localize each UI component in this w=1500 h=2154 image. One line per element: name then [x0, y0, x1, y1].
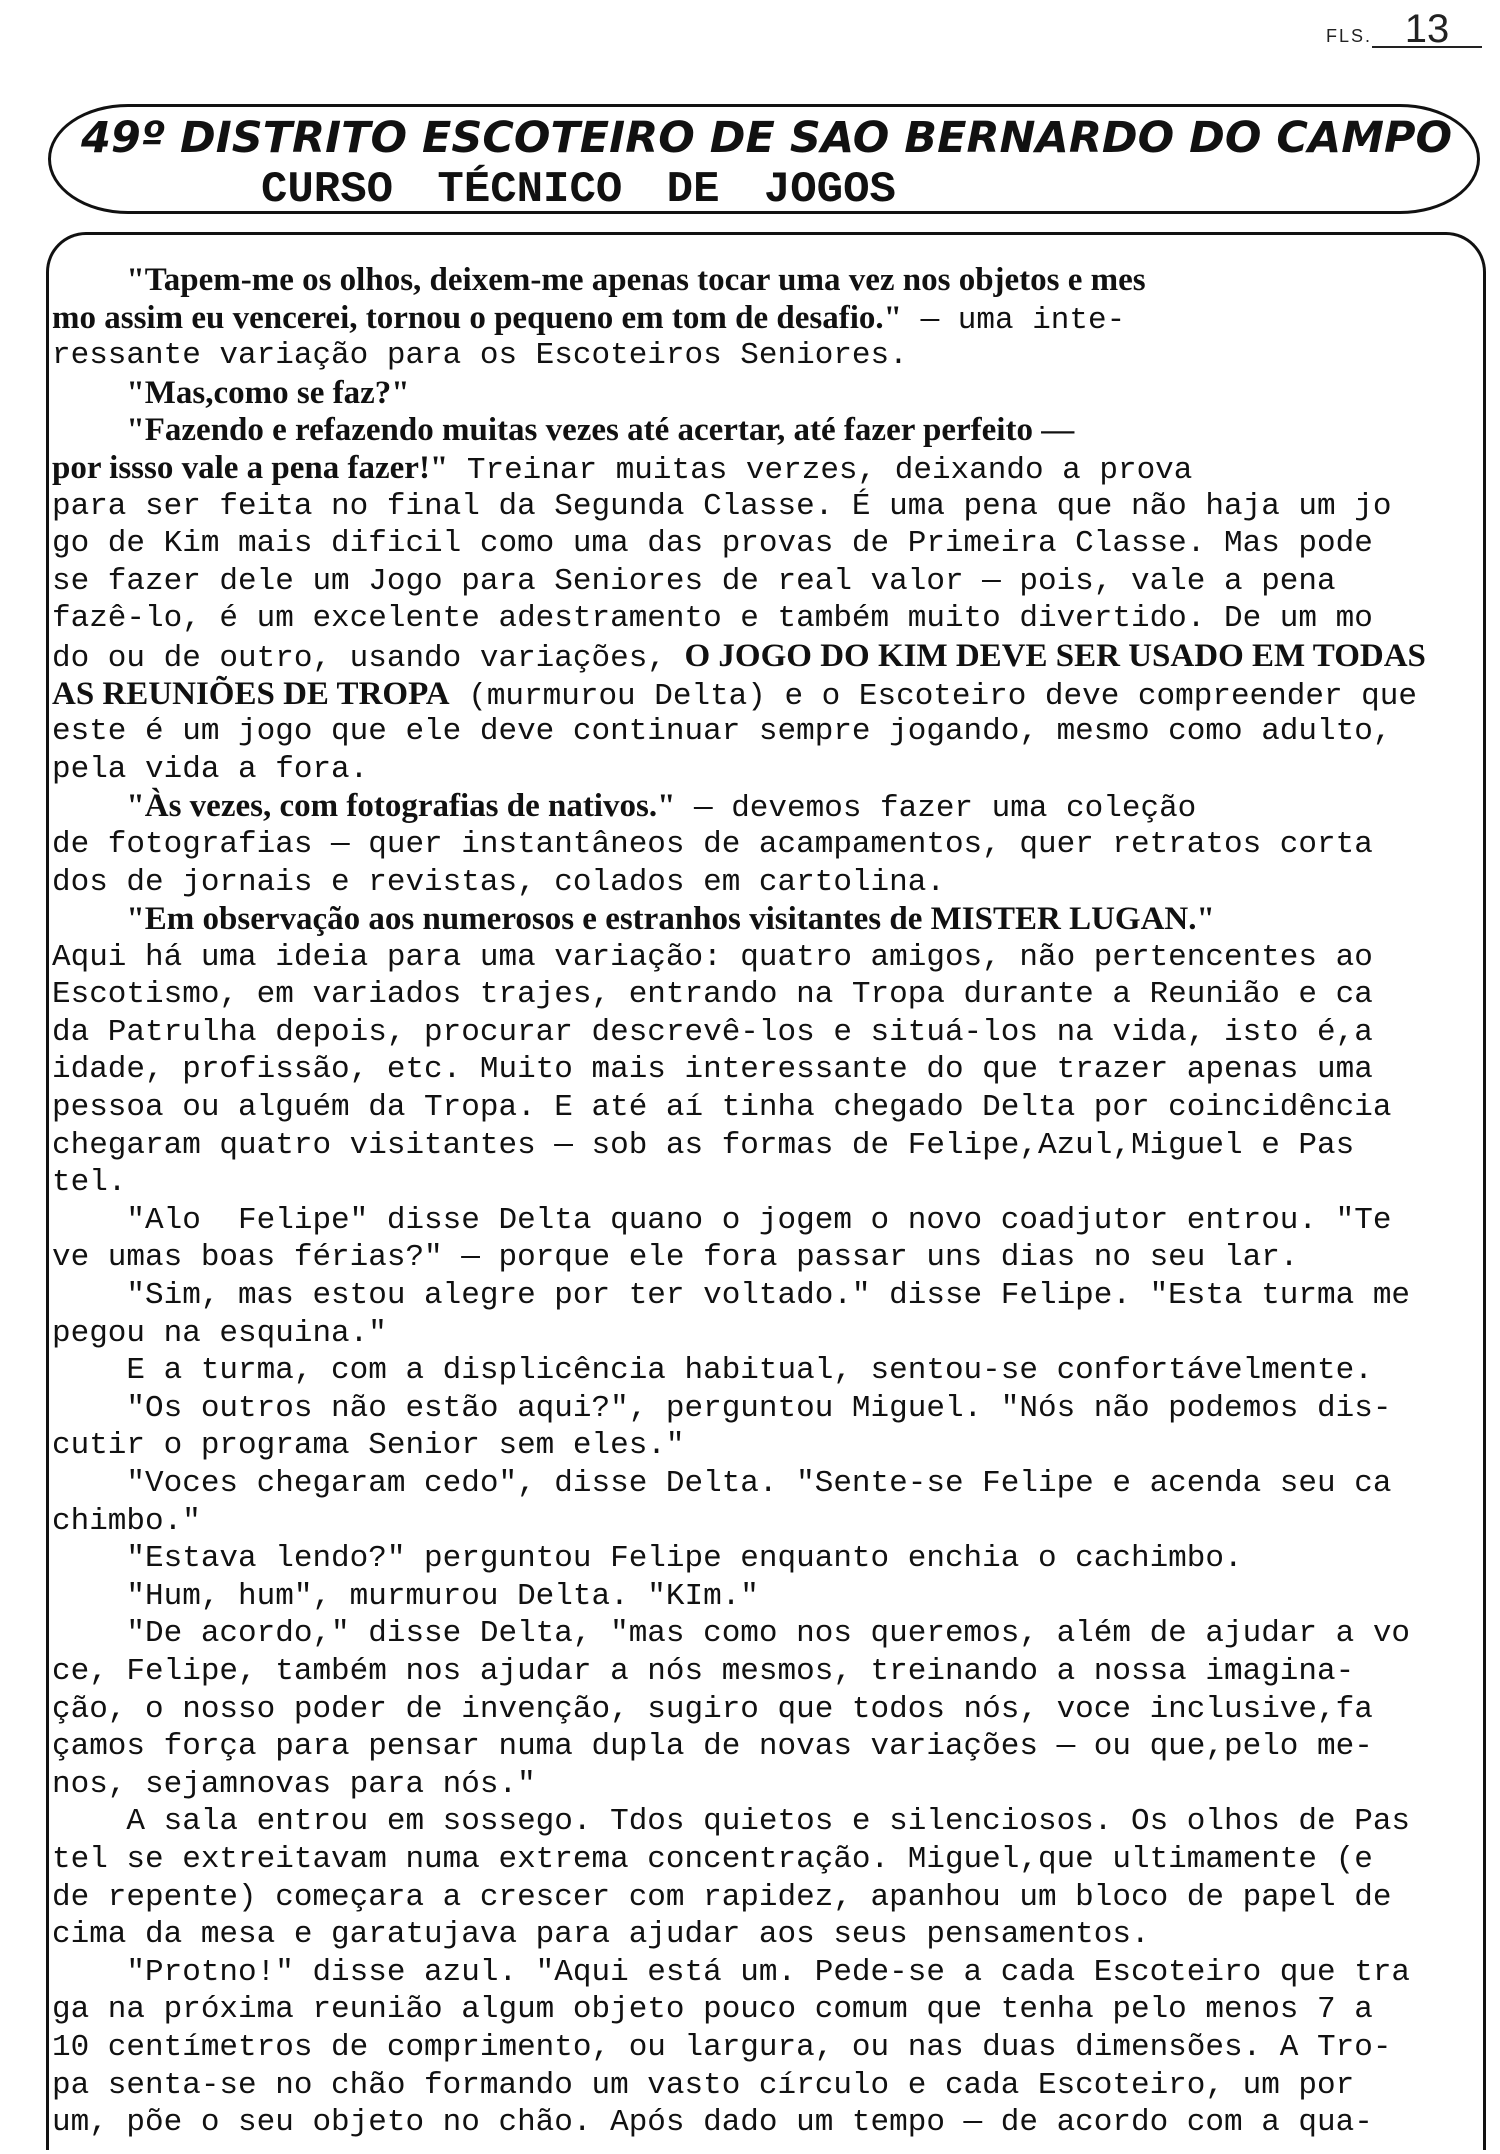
bold-text-segment: O JOGO DO KIM DEVE SER USADO EM TODAS — [684, 637, 1426, 674]
bold-text-segment: mo assim eu vencerei, tornou o pequeno em tom de desafio." — [52, 299, 902, 336]
text-line — [52, 713, 1482, 751]
text-segment: ção, o nosso poder de invenção, sugiro que todos nós, voce inclusive,fa — [52, 1691, 1373, 1727]
text-line — [52, 1089, 1482, 1127]
text-line — [52, 1991, 1482, 2029]
text-line — [52, 1352, 1482, 1390]
text-segment: idade, profissão, etc. Muito mais interessante do que trazer apenas uma — [52, 1052, 1373, 1088]
text-line — [52, 1916, 1482, 1954]
page-folio — [1325, 7, 1482, 51]
text-line — [52, 262, 1482, 300]
text-line — [52, 788, 1482, 826]
text-segment: E a turma, com a displicência habitual, sentou-se confortávelmente. — [52, 1353, 1373, 1389]
text-line — [52, 412, 1482, 450]
text-segment: tel. — [52, 1165, 127, 1201]
text-segment — [52, 415, 126, 450]
folio-number: 13 — [1372, 12, 1482, 48]
text-line — [52, 676, 1482, 714]
text-line — [52, 1390, 1482, 1428]
text-segment: fazê-lo, é um excelente adestramento e também muito divertido. De um mo — [52, 601, 1373, 637]
text-segment: para ser feita no final da Segunda Classe. É uma pena que não haja um jo — [52, 488, 1392, 524]
text-segment: "De acordo," disse Delta, "mas como nos queremos, além de ajudar a vo — [52, 1616, 1411, 1652]
text-segment: cutir o programa Senior sem eles." — [52, 1428, 685, 1464]
bold-text-segment: "Mas,como se faz?" — [126, 374, 410, 411]
text-line — [52, 1427, 1482, 1465]
text-line — [52, 1728, 1482, 1766]
text-segment: pela vida a fora. — [52, 751, 369, 787]
text-line — [52, 751, 1482, 789]
text-line — [52, 375, 1482, 413]
text-segment: — devemos fazer uma coleção — [675, 791, 1197, 827]
text-segment: um, põe o seu objeto no chão. Após dado um tempo — de acordo com a qua- — [52, 2105, 1373, 2141]
text-line — [52, 1540, 1482, 1578]
text-segment: çamos força para pensar numa dupla de novas variações — ou que,pelo me- — [52, 1729, 1373, 1765]
header-banner — [48, 104, 1480, 214]
text-segment: "Protno!" disse azul. "Aqui está um. Pede-se a cada Escoteiro que tra — [52, 1954, 1411, 1990]
text-segment: ve umas boas férias?" — porque ele fora passar uns dias no seu lar. — [52, 1240, 1299, 1276]
text-line — [52, 1954, 1482, 1992]
text-line — [52, 901, 1482, 939]
text-segment: "Sim, mas estou alegre por ter voltado." disse Felipe. "Esta turma me — [52, 1278, 1411, 1314]
text-segment: "Voces chegaram cedo", disse Delta. "Sente-se Felipe e acenda seu ca — [52, 1466, 1392, 1501]
text-segment: "Os outros não estão aqui?", perguntou Miguel. "Nós não podemos dis- — [52, 1390, 1392, 1426]
text-segment: tel se extreitavam numa extrema concentração. Miguel,que ultimamente (e — [52, 1841, 1373, 1877]
bold-text-segment: "Às vezes, com fotografias de nativos." — [126, 788, 676, 825]
text-line — [52, 1841, 1482, 1879]
text-segment: ga na próxima reunião algum objeto pouco comum que tenha pelo menos 7 a — [52, 1992, 1373, 2028]
course-title: CURSO TÉCNICO DE JOGOS — [261, 165, 896, 215]
text-line — [52, 1239, 1482, 1277]
text-line — [52, 1879, 1482, 1917]
text-line — [52, 1578, 1482, 1616]
text-segment: A sala entrou em sossego. Tdos quietos e silenciosos. Os olhos de Pas — [52, 1804, 1411, 1840]
text-line — [52, 826, 1482, 864]
text-line — [52, 1615, 1482, 1653]
bold-text-segment: "Fazendo e refazendo muitas vezes até acertar, até fazer perfeito — — [126, 412, 1075, 449]
text-segment: Aqui há uma ideia para uma variação: quatro amigos, não pertencentes ao — [52, 939, 1373, 975]
text-line — [52, 1653, 1482, 1691]
text-line — [52, 638, 1482, 676]
text-line — [52, 563, 1482, 601]
text-line — [52, 525, 1482, 563]
text-segment — [52, 265, 126, 300]
text-line — [52, 939, 1482, 977]
text-segment — [52, 378, 126, 413]
text-segment: — uma inte- — [901, 302, 1126, 338]
text-line — [52, 976, 1482, 1014]
text-segment: nos, sejamnovas para nós." — [52, 1766, 536, 1802]
text-segment: do ou de outro, usando variações, — [52, 640, 685, 676]
text-segment: chegaram quatro visitantes — sob as formas de Felipe,Azul,Miguel e Pas — [52, 1127, 1355, 1163]
text-segment: go de Kim mais dificil como uma das provas de Primeira Classe. Mas pode — [52, 526, 1373, 562]
body-text — [52, 262, 1482, 2142]
text-segment: "Estava lendo?" perguntou Felipe enquanto enchia o cachimbo. — [52, 1541, 1243, 1577]
text-segment: 10 centímetros de comprimento, ou largura, ou nas duas dimensões. A Tro- — [52, 2029, 1392, 2065]
text-line — [52, 1803, 1482, 1841]
text-line — [52, 1691, 1482, 1729]
text-segment: ressante variação para os Escoteiros Seniores. — [52, 338, 908, 374]
text-line — [52, 864, 1482, 902]
district-title: 49º DISTRITO ESCOTEIRO DE SAO BERNARDO DO CAMPO — [81, 113, 1453, 163]
text-line — [52, 450, 1482, 488]
bold-text-segment: "Em observação aos numerosos e estranhos visitantes de MISTER LUGAN." — [126, 901, 1215, 938]
text-line — [52, 1315, 1482, 1353]
text-segment: se fazer dele um Jogo para Seniores de real valor — pois, vale a pena — [52, 563, 1336, 599]
text-segment: (murmurou Delta) e o Escoteiro deve compreender que — [449, 678, 1417, 714]
text-segment: pessoa ou alguém da Tropa. E até aí tinha chegado Delta por coincidência — [52, 1090, 1392, 1126]
text-segment: ce, Felipe, também nos ajudar a nós mesmos, treinando a nossa imagina- — [52, 1653, 1355, 1689]
text-segment: Escotismo, em variados trajes, entrando na Tropa durante a Reunião e ca — [52, 977, 1373, 1013]
text-segment: pegou na esquina." — [52, 1315, 387, 1351]
text-line — [52, 1766, 1482, 1804]
text-segment: de repente) começara a crescer com rapidez, apanhou um bloco de papel de — [52, 1879, 1392, 1915]
text-segment — [52, 904, 126, 939]
text-line — [52, 1503, 1482, 1541]
text-segment: pa senta-se no chão formando um vasto círculo e cada Escoteiro, um por — [52, 2067, 1355, 2103]
text-segment: de fotografias — quer instantâneos de acampamentos, quer retratos corta — [52, 826, 1373, 862]
text-line — [52, 1051, 1482, 1089]
bold-text-segment: AS REUNIÕES DE TROPA — [52, 675, 450, 712]
text-segment: "Alo Felipe" disse Delta quano o jogem o novo coadjutor entrou. "Te — [52, 1202, 1392, 1238]
text-segment: cima da mesa e garatujava para ajudar aos seus pensamentos. — [52, 1917, 1150, 1953]
text-segment: este é um jogo que ele deve continuar sempre jogando, mesmo como adulto, — [52, 714, 1392, 750]
text-line — [52, 300, 1482, 338]
text-line — [52, 1277, 1482, 1315]
text-line — [52, 600, 1482, 638]
bold-text-segment: por issso vale a pena fazer!" — [52, 449, 449, 486]
text-segment: da Patrulha depois, procurar descrevê-los e situá-los na vida, isto é,a — [52, 1014, 1373, 1050]
text-line — [52, 2029, 1482, 2067]
text-line — [52, 337, 1482, 375]
text-segment: chimbo." — [52, 1503, 201, 1539]
text-segment: "Hum, hum", murmurou Delta. "KIm." — [52, 1578, 759, 1614]
text-line — [52, 1465, 1482, 1503]
text-segment: Treinar muitas verzes, deixando a prova — [448, 452, 1193, 488]
folio-label: FLS. — [1325, 26, 1372, 46]
text-line — [52, 1202, 1482, 1240]
text-segment — [52, 791, 126, 826]
text-line — [52, 1127, 1482, 1165]
bold-text-segment: "Tapem-me os olhos, deixem-me apenas tocar uma vez nos objetos e mes — [126, 262, 1146, 298]
text-segment: dos de jornais e revistas, colados em cartolina. — [52, 864, 945, 900]
text-line — [52, 488, 1482, 526]
text-line — [52, 2067, 1482, 2105]
text-line — [52, 2104, 1482, 2142]
text-line — [52, 1164, 1482, 1202]
text-line — [52, 1014, 1482, 1052]
